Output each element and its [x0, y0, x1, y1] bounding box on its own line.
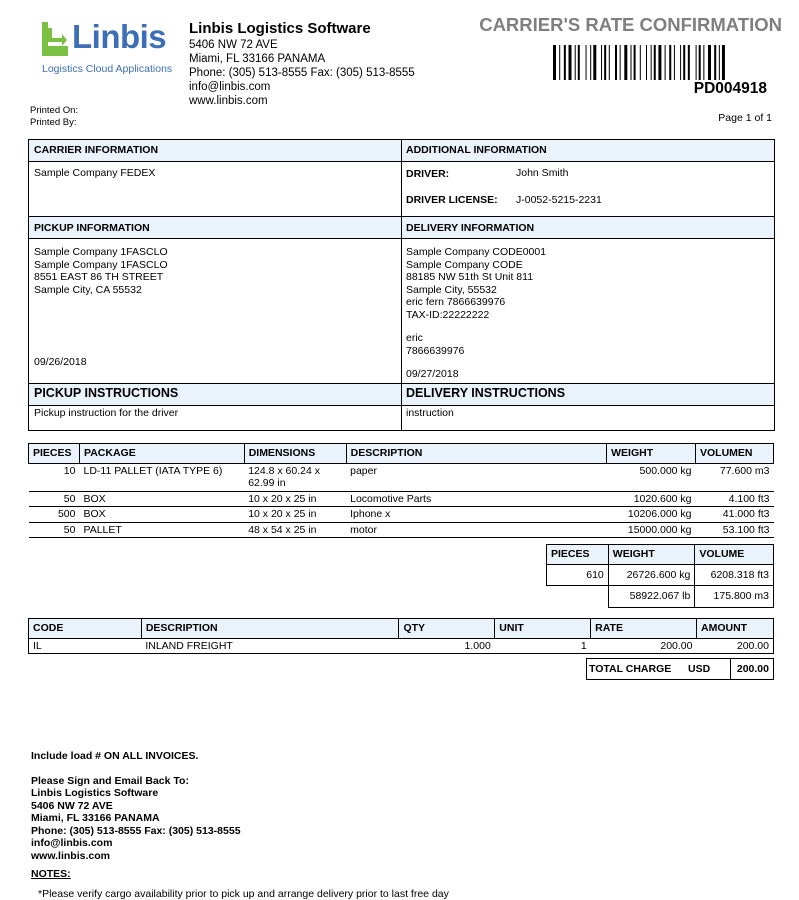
sign-header: Please Sign and Email Back To:: [31, 774, 189, 787]
cell-pieces: 500: [57, 508, 76, 520]
cell-weight: 1020.600 kg: [633, 492, 692, 505]
pickup-instructions-text: Pickup instruction for the driver: [34, 407, 179, 419]
pickup-info-header: PICKUP INFORMATION: [34, 222, 150, 234]
cell-pieces: 50: [63, 523, 76, 536]
total-charge-currency: USD: [688, 663, 711, 675]
cell-code: IL: [29, 638, 142, 654]
cell-amount: 200.00: [697, 638, 774, 654]
driver-name: John Smith: [516, 167, 569, 179]
delivery-contact: [406, 332, 464, 357]
notes-header: NOTES:: [31, 868, 71, 880]
logo-tagline: Logistics Cloud Applications: [42, 63, 173, 75]
cell-dimensions: 10 x 20 x 25 in: [248, 492, 317, 505]
totals-col-weight: WEIGHT: [608, 545, 695, 565]
pickup-instructions-header: PICKUP INSTRUCTIONS: [34, 386, 179, 400]
company-name: Linbis Logistics Software: [189, 20, 371, 37]
table-row: [29, 507, 774, 523]
cell-rate: 200.00: [660, 639, 693, 652]
cell-package: PALLET: [83, 523, 122, 536]
info-section: [28, 139, 775, 431]
cell-dimensions: 10 x 20 x 25 in: [248, 508, 317, 520]
col-qty: QTY: [399, 619, 495, 639]
delivery-line: Sample City, 55532: [406, 283, 497, 296]
include-load-note: Include load # ON ALL INVOICES.: [31, 750, 199, 762]
footer-address1: 5406 NW 72 AVE: [31, 799, 113, 812]
pickup-address: [34, 246, 168, 296]
col-charge-description: DESCRIPTION: [141, 619, 399, 639]
logo-wordmark: Linbis: [72, 18, 167, 55]
totals-row: [547, 564, 774, 586]
document-number: PD004918: [693, 80, 767, 97]
totals-row-alt: [547, 586, 774, 608]
delivery-instructions-text: instruction: [406, 407, 454, 419]
company-header: [189, 20, 415, 108]
cell-dimensions: 48 x 54 x 25 in: [248, 523, 317, 536]
cell-pieces: 10: [63, 464, 76, 477]
cell-package: BOX: [83, 508, 106, 520]
table-row: [29, 522, 774, 538]
cell-dimensions: 124.8 x 60.24 x 62.99 in: [248, 464, 320, 489]
delivery-instructions-header: DELIVERY INSTRUCTIONS: [406, 386, 566, 400]
table-row: [29, 638, 774, 654]
cell-pieces: 50: [63, 492, 76, 505]
pickup-line: 8551 EAST 86 TH STREET: [34, 271, 164, 283]
footer: [31, 750, 449, 900]
cell-volume: 4.100 ft3: [728, 492, 770, 505]
cell-weight: 500.000 kg: [639, 464, 692, 477]
cell-package: BOX: [83, 492, 106, 505]
col-rate: RATE: [591, 619, 697, 639]
totals-col-volume: VOLUME: [695, 545, 774, 565]
notes-text: *Please verify cargo availability prior to pick up and arrange delivery prior to last free day: [38, 887, 449, 900]
cell-description: motor: [350, 523, 377, 536]
footer-company-name: Linbis Logistics Software: [31, 787, 159, 799]
delivery-contact-phone: 7866639976: [406, 344, 465, 357]
cell-volume: 53.100 ft3: [722, 523, 770, 536]
pickup-line: Sample Company 1FASCLO: [34, 246, 168, 258]
cell-volume: 77.600 m3: [719, 464, 770, 477]
company-address2: Miami, FL 33166 PANAMA: [189, 53, 326, 65]
company-email[interactable]: info@linbis.com: [189, 81, 271, 93]
cell-package: LD-11 PALLET (IATA TYPE 6): [83, 464, 223, 477]
cell-charge-description: INLAND FREIGHT: [145, 639, 233, 652]
col-code: CODE: [29, 619, 142, 639]
charges-header-row: [29, 619, 774, 639]
printed-info: [30, 105, 78, 128]
total-weight-kg: 26726.600 kg: [608, 564, 695, 586]
cell-description: Locomotive Parts: [350, 492, 432, 505]
cell-qty: 1.000: [464, 639, 491, 652]
totals-col-pieces: PIECES: [547, 545, 609, 565]
delivery-info-header: DELIVERY INFORMATION: [406, 222, 535, 234]
cargo-table: [28, 443, 774, 538]
carrier-info-header: CARRIER INFORMATION: [34, 144, 159, 156]
carrier-name: Sample Company FEDEX: [34, 167, 156, 179]
col-package: PACKAGE: [79, 444, 244, 464]
delivery-line: TAX-ID:22222222: [406, 308, 490, 321]
page-number: Page 1 of 1: [718, 112, 772, 124]
cell-weight: 15000.000 kg: [627, 523, 692, 536]
footer-address2: Miami, FL 33166 PANAMA: [31, 812, 160, 824]
cell-unit: 1: [580, 639, 587, 652]
col-unit: UNIT: [495, 619, 591, 639]
footer-website[interactable]: www.linbis.com: [31, 849, 110, 862]
document-title: CARRIER'S RATE CONFIRMATION: [479, 14, 782, 35]
total-charge-box: [586, 658, 774, 680]
table-row: [29, 463, 774, 491]
delivery-line: eric fern 7866639976: [406, 296, 506, 308]
charges-table: [28, 618, 774, 654]
table-row: [29, 491, 774, 507]
driver-license-label: DRIVER LICENSE:: [406, 194, 498, 206]
footer-email[interactable]: info@linbis.com: [31, 837, 113, 849]
delivery-contact-name: eric: [406, 332, 423, 344]
pickup-line: Sample City, CA 55532: [34, 283, 142, 296]
pickup-line: Sample Company 1FASCLO: [34, 258, 168, 271]
delivery-line: Sample Company CODE: [406, 258, 523, 271]
total-weight-lb: 58922.067 lb: [608, 586, 695, 608]
delivery-line: 88185 NW 51th St Unit 811: [406, 271, 534, 283]
delivery-date: 09/27/2018: [406, 368, 459, 380]
delivery-line: Sample Company CODE0001: [406, 246, 547, 258]
printed-by-label: Printed By:: [30, 116, 77, 128]
company-address1: 5406 NW 72 AVE: [189, 39, 278, 51]
col-dimensions: DIMENSIONS: [244, 444, 346, 464]
driver-license: J-0052-5215-2231: [516, 194, 602, 206]
pickup-date: 09/26/2018: [34, 356, 87, 368]
barcode-icon: [553, 45, 767, 80]
footer-phone: Phone: (305) 513-8555 Fax: (305) 513-8555: [31, 824, 241, 837]
cell-volume: 41.000 ft3: [722, 508, 770, 520]
delivery-address: [406, 246, 546, 321]
cargo-header-row: [29, 444, 774, 464]
col-volume: VOLUMEN: [696, 444, 774, 464]
total-pieces: 610: [547, 564, 609, 586]
total-volume-m3: 175.800 m3: [695, 586, 774, 608]
col-weight: WEIGHT: [607, 444, 696, 464]
total-volume-ft3: 6208.318 ft3: [695, 564, 774, 586]
col-pieces: PIECES: [29, 444, 80, 464]
cell-description: Iphone x: [350, 508, 391, 520]
cell-weight: 10206.000 kg: [627, 508, 692, 520]
driver-label: DRIVER:: [406, 168, 450, 180]
total-charge-label: TOTAL CHARGE: [589, 663, 672, 675]
col-description: DESCRIPTION: [346, 444, 607, 464]
total-charge-amount: 200.00: [736, 663, 769, 675]
col-amount: AMOUNT: [697, 619, 774, 639]
printed-on-label: Printed On:: [30, 105, 79, 116]
cell-description: paper: [350, 464, 377, 477]
totals-table: [546, 544, 774, 608]
company-website[interactable]: www.linbis.com: [189, 95, 268, 107]
totals-header-row: [547, 545, 774, 565]
company-phone: Phone: (305) 513-8555 Fax: (305) 513-8555: [189, 67, 415, 79]
additional-info-header: ADDITIONAL INFORMATION: [406, 144, 547, 156]
